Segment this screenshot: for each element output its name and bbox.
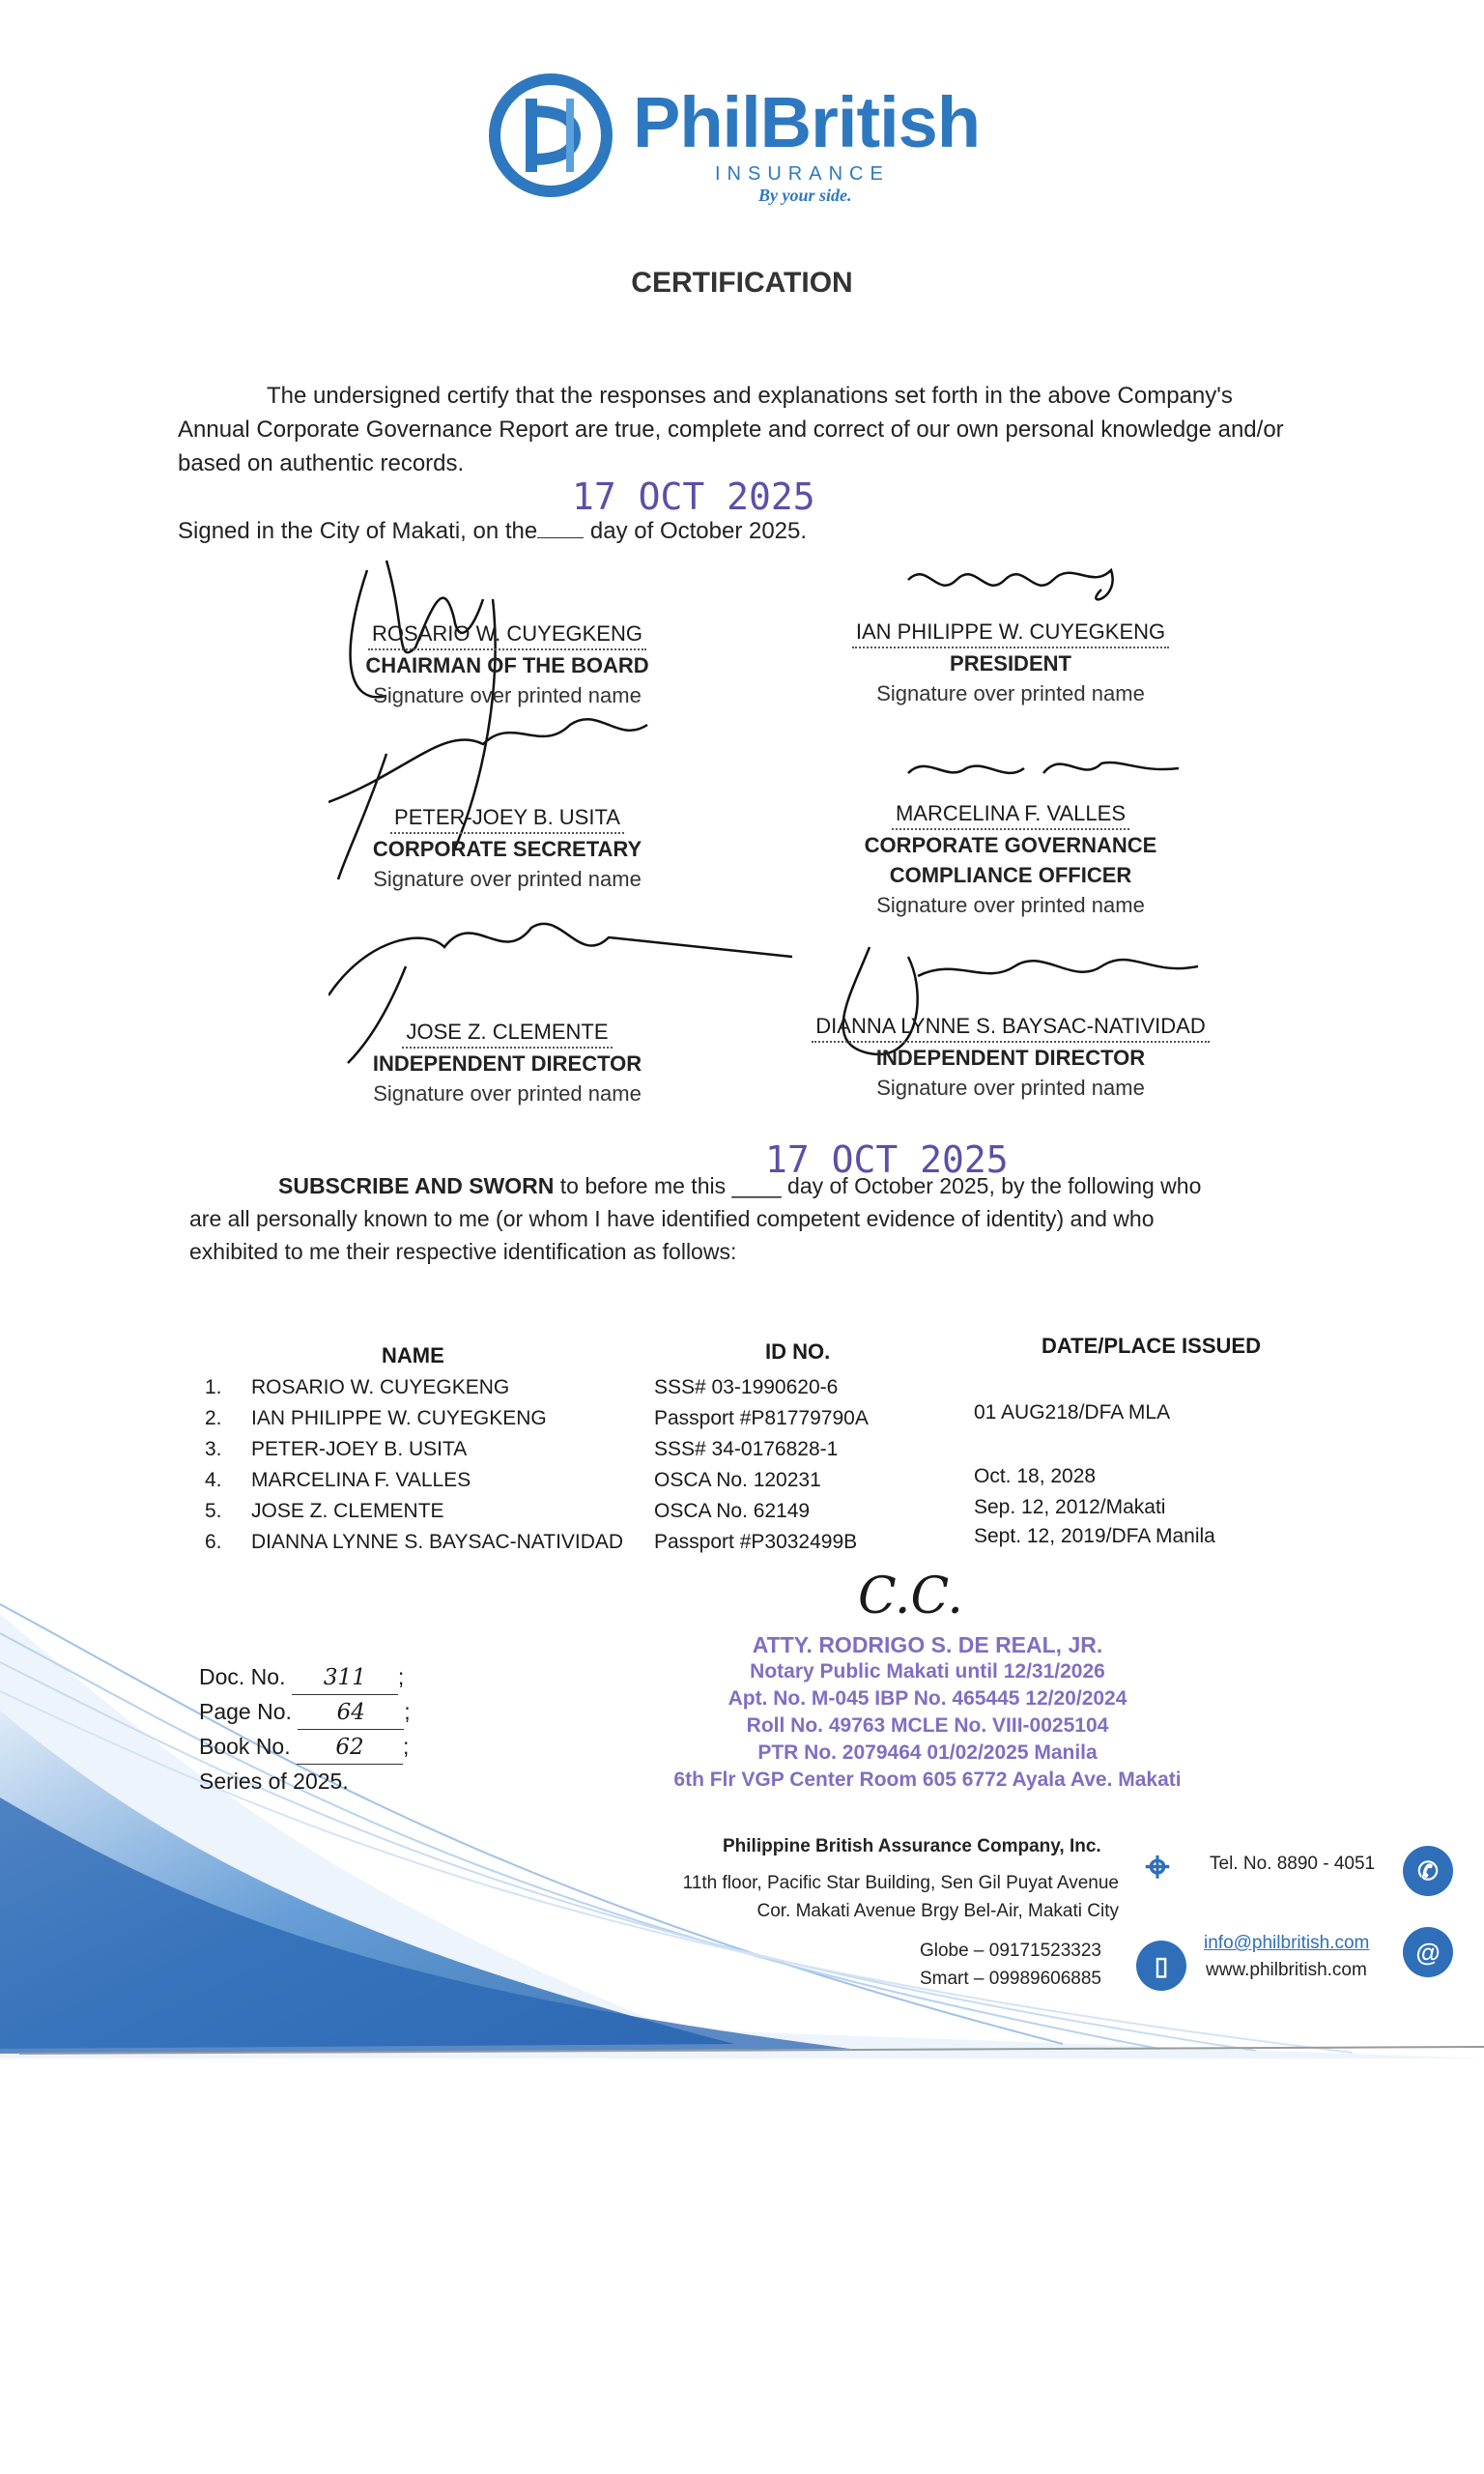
email-at-icon: @: [1403, 1927, 1453, 1977]
footer-smart: Smart – 09989606885: [919, 1969, 1101, 1989]
doc-no-label: Doc. No.: [199, 1664, 286, 1689]
table-header-id: ID NO.: [765, 1339, 831, 1364]
table-row: [205, 1403, 1316, 1434]
sworn-text-2: are all personally known to me (or whom I have identified competent evidence of identity) and who: [189, 1206, 1155, 1231]
notary-appointment: Apt. No. M-045 IBP No. 465445 12/20/2024: [728, 1687, 1127, 1710]
row-name: IAN PHILIPPE W. CUYEGKENG: [251, 1407, 547, 1429]
table-header-name: NAME: [382, 1343, 444, 1367]
book-no-value: 62: [297, 1731, 403, 1765]
row-number: 3.: [205, 1438, 222, 1460]
row-issued: 01 AUG218/DFA MLA: [974, 1401, 1171, 1424]
signatory-role: CORPORATE GOVERNANCE: [864, 833, 1157, 857]
notary-ptr: PTR No. 2079464 01/02/2025 Manila: [757, 1741, 1098, 1764]
row-number: 4.: [205, 1469, 222, 1491]
row-id: SSS# 34-0176828-1: [654, 1438, 839, 1460]
row-id: Passport #P81779790A: [654, 1407, 869, 1429]
signed-prefix: Signed in the City of Makati, on the: [178, 518, 538, 544]
footer-address-line2: Cor. Makati Avenue Brgy Bel-Air, Makati City: [756, 1901, 1119, 1921]
signatory-name: JOSE Z. CLEMENTE: [402, 1017, 612, 1049]
footer-mobile: [870, 1937, 1101, 1993]
signatory-role: INDEPENDENT DIRECTOR: [372, 1051, 642, 1076]
signatory-role: CHAIRMAN OF THE BOARD: [365, 653, 649, 677]
table-row: [205, 1434, 1316, 1465]
page-no-value: 64: [298, 1696, 404, 1730]
footer-email-link[interactable]: info@philbritish.com: [1204, 1933, 1370, 1953]
row-name: DIANNA LYNNE S. BAYSAC-NATIVIDAD: [251, 1531, 624, 1553]
signed-suffix: day of October 2025.: [589, 518, 808, 544]
mobile-phone-icon: ▯: [1136, 1941, 1186, 1991]
signatory-compliance-officer: [827, 798, 1194, 920]
signatory-president: [827, 617, 1194, 708]
signatory-note: Signature over printed name: [876, 681, 1145, 705]
row-number: 2.: [205, 1407, 222, 1429]
signatory-name: MARCELINA F. VALLES: [892, 798, 1129, 830]
signatory-role: INDEPENDENT DIRECTOR: [875, 1046, 1146, 1070]
row-name: JOSE Z. CLEMENTE: [251, 1500, 444, 1522]
signatory-note: Signature over printed name: [373, 683, 642, 707]
sworn-text-1: to before me this ____ day of October 2025, by the following who: [559, 1173, 1202, 1198]
brand-tagline: By your side.: [758, 186, 852, 205]
signatory-note: Signature over printed name: [876, 893, 1145, 917]
signatory-name: DIANNA LYNNE S. BAYSAC-NATIVIDAD: [812, 1011, 1209, 1043]
doc-info: Doc. No. 311 ; Page No. 64 ; Book No. 62 ; Series of 2025.: [199, 1660, 411, 1798]
signatory-secretary: [324, 802, 691, 894]
page-no-label: Page No.: [199, 1699, 292, 1724]
notary-stamp: [618, 1631, 1237, 1794]
row-number: 1.: [205, 1376, 222, 1398]
signatory-role: PRESIDENT: [950, 651, 1071, 676]
series-text: Series of 2025.: [199, 1769, 349, 1794]
philbritish-logo-icon: [483, 68, 618, 203]
row-number: 6.: [205, 1531, 222, 1553]
brand-name: PhilBritish: [633, 82, 981, 162]
footer-company: Philippine British Assurance Company, Inc.: [723, 1836, 1101, 1856]
signatory-name: PETER-JOEY B. USITA: [390, 802, 624, 834]
row-issued: Oct. 18, 2028: [974, 1465, 1097, 1487]
sworn-date-stamp: 17 OCT 2025: [765, 1138, 1009, 1181]
company-logo: [483, 64, 1024, 218]
row-name: PETER-JOEY B. USITA: [251, 1438, 468, 1460]
date-stamp: 17 OCT 2025: [572, 475, 815, 518]
row-issued: Sep. 12, 2012/Makati: [974, 1496, 1166, 1518]
footer-website[interactable]: www.philbritish.com: [1206, 1960, 1367, 1980]
table-header-issued: DATE/PLACE ISSUED: [1042, 1334, 1261, 1358]
row-id: Passport #P3032499B: [654, 1531, 858, 1553]
doc-no-value: 311: [292, 1661, 398, 1695]
book-no-label: Book No.: [199, 1734, 291, 1759]
row-id: SSS# 03-1990620-6: [654, 1376, 839, 1398]
brand-subtitle: INSURANCE: [715, 163, 890, 185]
signatory-name: ROSARIO W. CUYEGKENG: [368, 618, 646, 650]
notary-commission: Notary Public Makati until 12/31/2026: [750, 1660, 1105, 1683]
signatory-independent-director-1: [324, 1017, 691, 1108]
footer-telephone: Tel. No. 8890 - 4051: [1210, 1854, 1376, 1874]
location-pin-icon: ⌖: [1145, 1843, 1170, 1890]
signatory-chairman: [324, 618, 691, 710]
page-title: CERTIFICATION: [631, 267, 853, 299]
notary-address: 6th Flr VGP Center Room 605 6772 Ayala Ave. Makati: [673, 1769, 1182, 1791]
row-id: OSCA No. 62149: [654, 1500, 811, 1522]
row-id: OSCA No. 120231: [654, 1469, 821, 1491]
sworn-text-3: exhibited to me their respective identification as follows:: [189, 1239, 737, 1264]
table-row: [205, 1527, 1316, 1558]
row-number: 5.: [205, 1500, 222, 1522]
signatory-independent-director-2: [798, 1011, 1223, 1103]
signatory-name: IAN PHILIPPE W. CUYEGKENG: [852, 617, 1169, 648]
signatory-note: Signature over printed name: [373, 1081, 642, 1106]
telephone-icon: ✆: [1403, 1846, 1453, 1896]
row-name: MARCELINA F. VALLES: [251, 1469, 471, 1491]
signatory-role-line2: COMPLIANCE OFFICER: [889, 863, 1132, 887]
signatory-note: Signature over printed name: [373, 867, 642, 891]
row-issued: Sept. 12, 2019/DFA Manila: [974, 1525, 1215, 1547]
signatory-note: Signature over printed name: [876, 1076, 1145, 1100]
id-table: [205, 1372, 1316, 1558]
notary-name: ATTY. RODRIGO S. DE REAL, JR.: [752, 1632, 1103, 1657]
notary-initials: C.C.: [858, 1568, 963, 1625]
signatory-role: CORPORATE SECRETARY: [372, 837, 642, 861]
intro-paragraph: The undersigned certify that the responses and explanations set forth in the above Company's Annual Corporate Governance Report are true, complete and correct of our own personal knowledge and/or based on authentic records.: [178, 383, 1284, 476]
notary-roll: Roll No. 49763 MCLE No. VIII-0025104: [746, 1714, 1109, 1737]
sworn-paragraph: [189, 1169, 1349, 1268]
footer-address-line1: 11th floor, Pacific Star Building, Sen Gil Puyat Avenue: [682, 1873, 1119, 1893]
footer-address: [636, 1869, 1119, 1925]
sworn-bold: SUBSCRIBE AND SWORN: [278, 1173, 555, 1198]
footer-globe: Globe – 09171523323: [919, 1941, 1101, 1961]
row-name: ROSARIO W. CUYEGKENG: [251, 1376, 510, 1398]
